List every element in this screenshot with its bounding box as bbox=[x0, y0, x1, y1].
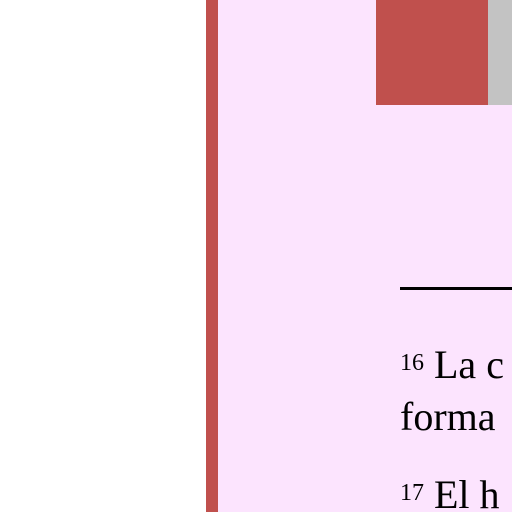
footnote-marker: 16 bbox=[400, 350, 424, 376]
footnote-marker: 17 bbox=[400, 480, 424, 506]
footnote-separator bbox=[400, 287, 512, 290]
left-accent-rule bbox=[206, 0, 218, 512]
footnote-16 bbox=[400, 342, 504, 387]
footnote-17 bbox=[400, 472, 500, 512]
gray-graphic-block bbox=[488, 0, 512, 105]
footnote-text: La c bbox=[434, 342, 504, 387]
red-graphic-block bbox=[376, 0, 488, 105]
footnote-text: El h bbox=[434, 472, 500, 512]
footnote-16-continuation bbox=[400, 394, 496, 439]
footnote-text: forma bbox=[400, 394, 496, 439]
outer-margin bbox=[0, 0, 206, 512]
